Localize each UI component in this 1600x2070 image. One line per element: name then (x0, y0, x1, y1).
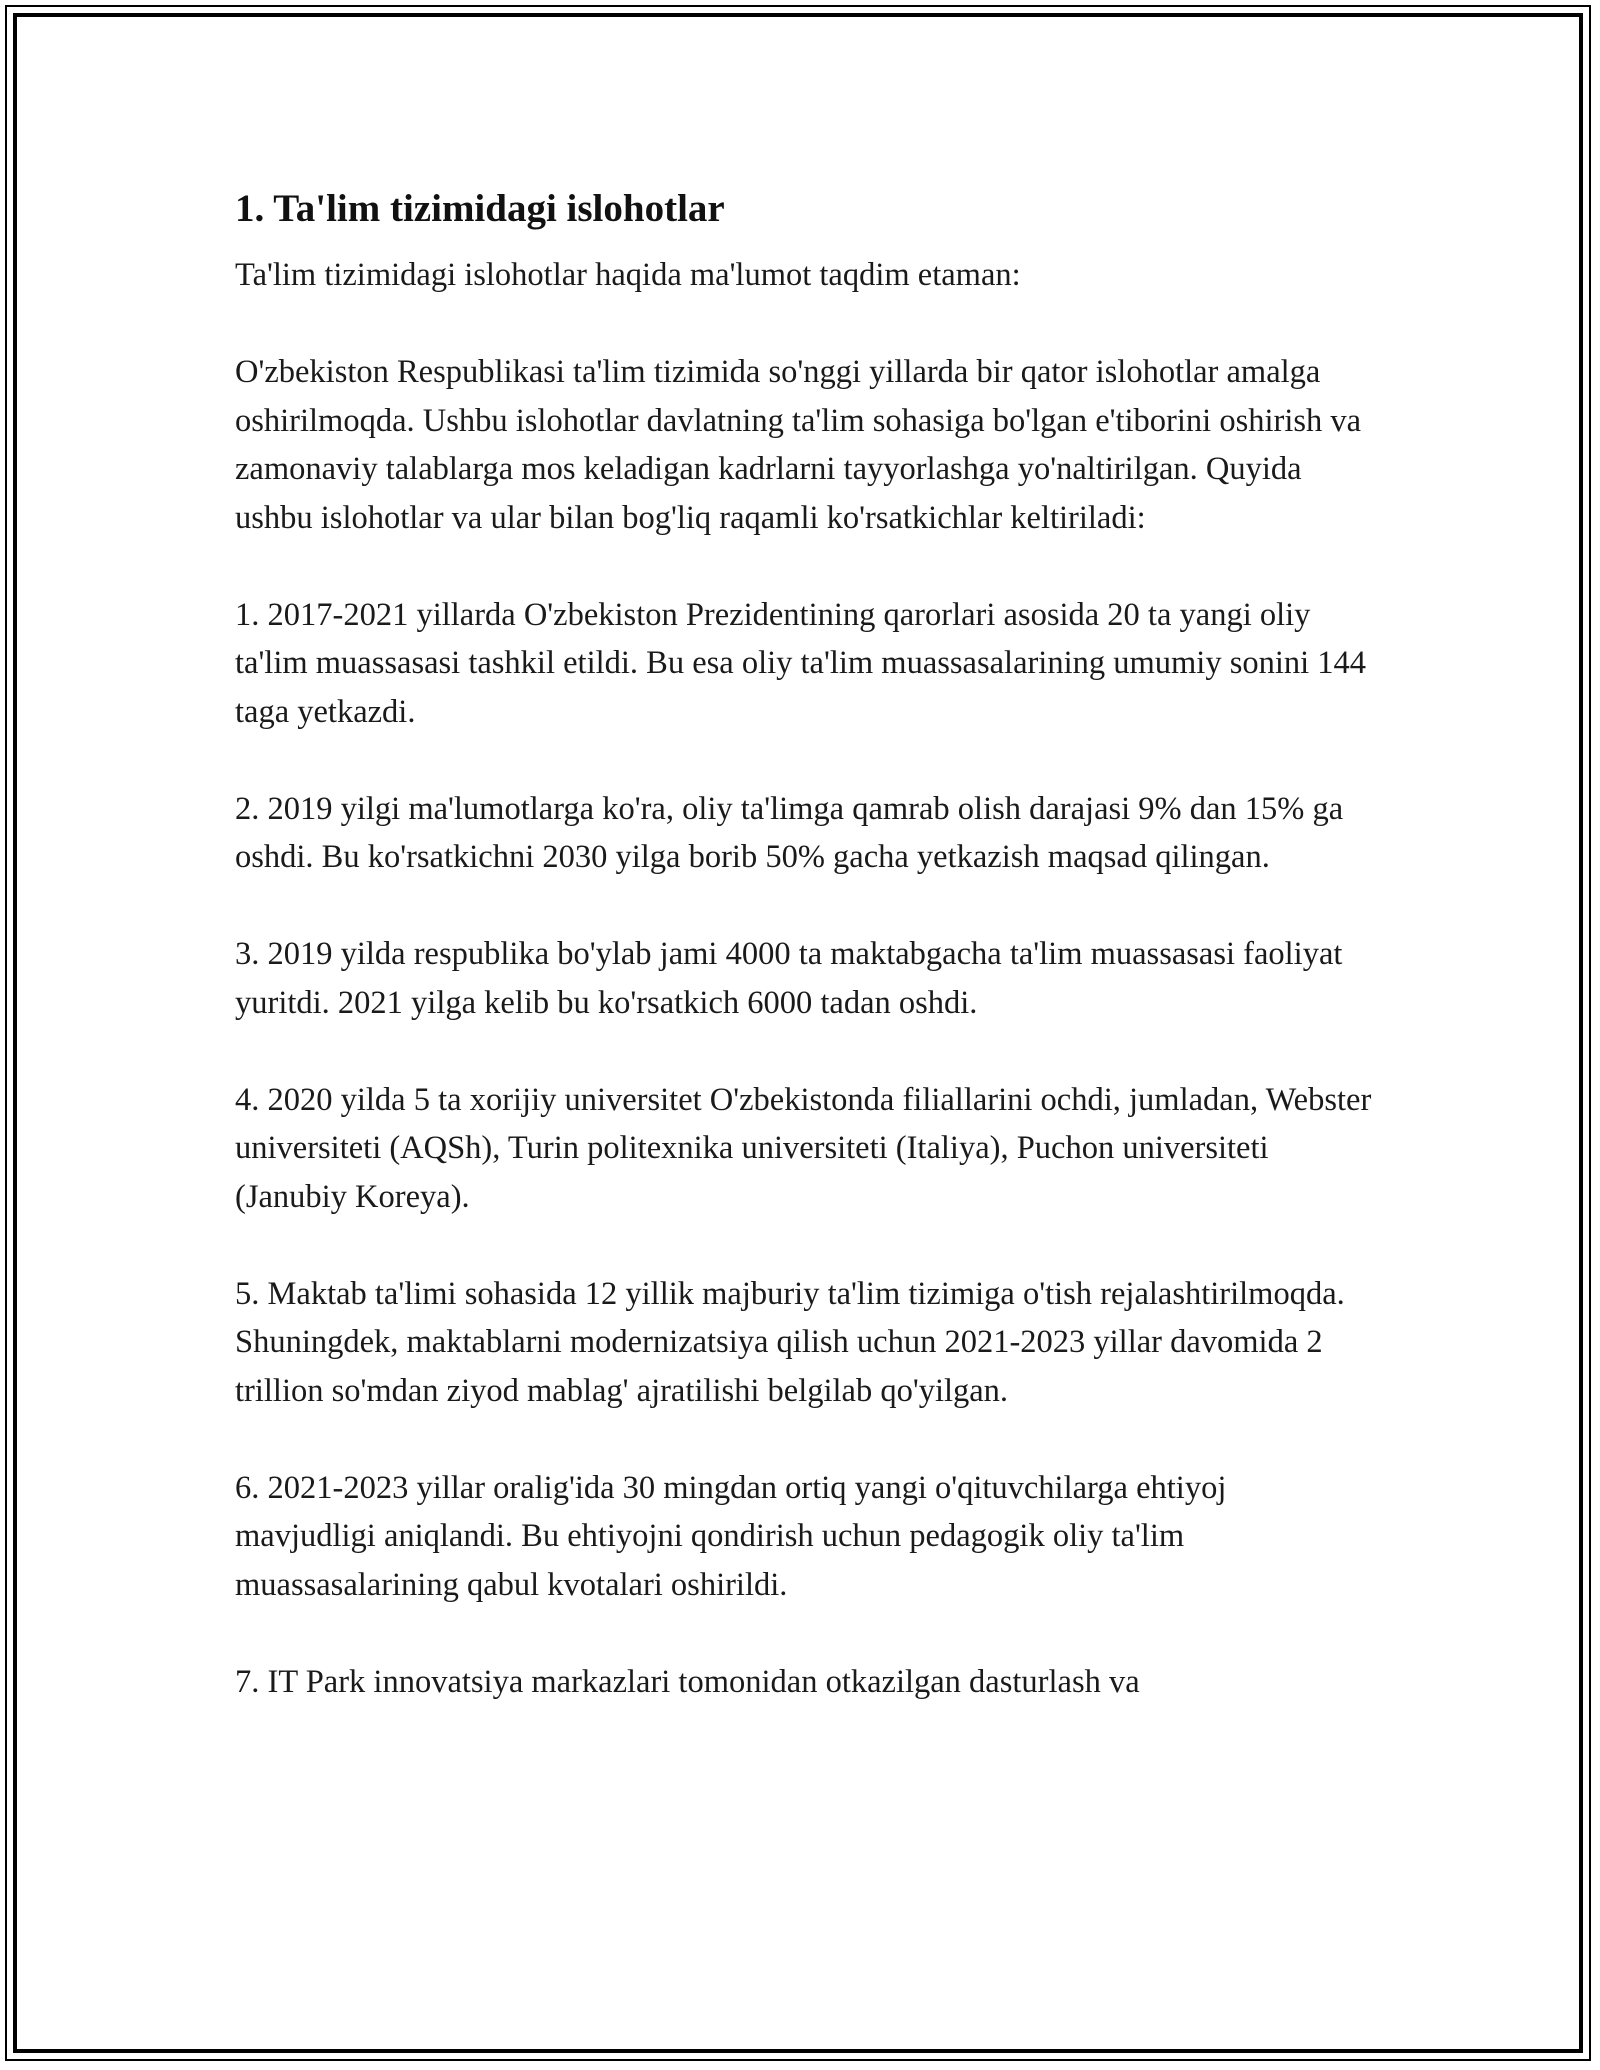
list-item-6: 6. 2021-2023 yillar oralig'ida 30 mingdan ortiq yangi o'qituvchilarga ehtiyoj mavjudligi aniqlandi. Bu ehtiyojni qondirish uchun pedagogik oliy ta'lim muassasalarining qabul kvotalari oshirildi. (235, 1469, 1227, 1603)
list-item-4: 4. 2020 yilda 5 ta xorijiy universitet O'zbekistonda filiallarini ochdi, jumladan, Webster universiteti (AQSh), Turin politexnika universiteti (Italiya), Puchon universiteti (Janubiy Koreya). (235, 1081, 1372, 1215)
list-item-2: 2. 2019 yilgi ma'lumotlarga ko'ra, oliy ta'limga qamrab olish darajasi 9% dan 15% ga oshdi. Bu ko'rsatkichni 2030 yilga borib 50% gacha yetkazish maqsad qilingan. (235, 790, 1344, 875)
list-item-7: 7. IT Park innovatsiya markazlari tomonidan otkazilgan dasturlash va (235, 1663, 1140, 1700)
paragraph-overview: O'zbekiston Respublikasi ta'lim tizimida so'nggi yillarda bir qator islohotlar amalga oshirilmoqda. Ushbu islohotlar davlatning ta'lim sohasiga bo'lgan e'tiborini oshirish va zamonaviy talablarga mos keladigan kadrlarni tayyorlashga yo'naltirilgan. Quyida ushbu islohotlar va ular bilan bog'liq raqamli ko'rsatkichlar keltiriladi: (235, 354, 1362, 536)
list-item-5: 5. Maktab ta'limi sohasida 12 yillik majburiy ta'lim tizimiga o'tish rejalashtirilmoqda. Shuningdek, maktablarni modernizatsiya qilish uchun 2021-2023 yillar davomida 2 trillion so'mdan ziyod mablag' ajratilishi belgilab qo'yilgan. (235, 1275, 1345, 1409)
paragraph-intro: Ta'lim tizimidagi islohotlar haqida ma'lumot taqdim etaman: (235, 257, 1021, 293)
document-title: 1. Ta'lim tizimidagi islohotlar (235, 187, 725, 230)
list-item-3: 3. 2019 yilda respublika bo'ylab jami 4000 ta maktabgacha ta'lim muassasasi faoliyat yuritdi. 2021 yilga kelib bu ko'rsatkich 6000 tadan oshdi. (235, 936, 1343, 1021)
list-item-1: 1. 2017-2021 yillarda O'zbekiston Prezidentining qarorlari asosida 20 ta yangi oliy ta'lim muassasasi tashkil etildi. Bu esa oliy ta'lim muassasalarining umumiy sonini 144 taga yetkazdi. (235, 596, 1367, 730)
document-body (235, 185, 1375, 1755)
